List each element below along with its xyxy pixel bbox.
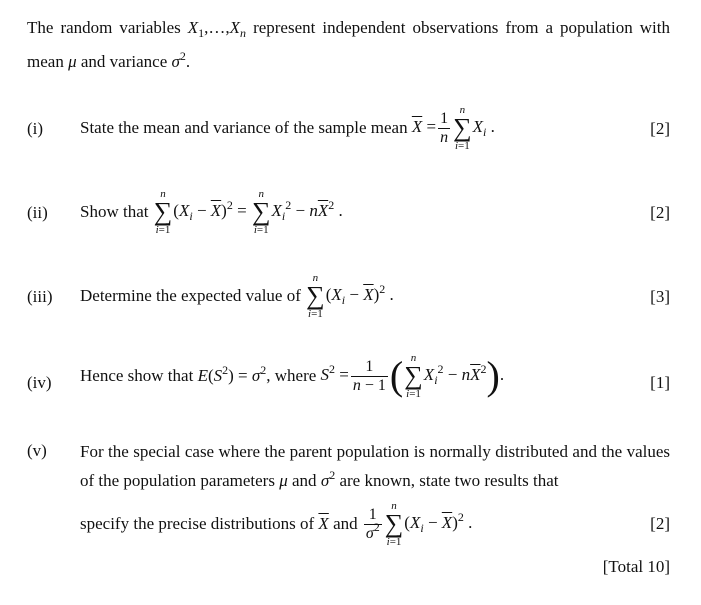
sigma-squared: $\sigma^2$. (171, 49, 191, 71)
intro-variables-math: $X_1,\dots,X_n$ (187, 18, 247, 40)
part-v-text-d: specify the precise distributions of (80, 514, 315, 533)
part-iv-expectation: $E(S^2) = \sigma^2$ (197, 363, 267, 385)
part-v-text-b: and (292, 471, 317, 490)
part-v-text-e: and (333, 514, 358, 533)
part-v-xbar: $\overline{X}$ (318, 514, 329, 533)
part-ii-label: (ii) (27, 203, 48, 222)
part-i-math: $\overline{X}$ = $\frac{1}{n}$ n ∑ i=1 $X_i$ . (411, 104, 495, 152)
part-iii-math: n ∑ i=1 $(X_i - \overline{X})^2$ . (306, 272, 394, 320)
part-v-mu: μ (279, 471, 288, 490)
part-i-marks: [2] (650, 119, 670, 138)
part-iii-label: (iii) (27, 287, 53, 306)
part-v-text-c: are known, state two results that (339, 471, 559, 490)
intro-paragraph (27, 11, 670, 79)
part-iii-body (80, 272, 394, 320)
part-v-sigma-squared: $\sigma^2$ (320, 468, 336, 490)
part-v-marks: [2] (650, 514, 670, 533)
part-iii-marks: [3] (650, 287, 670, 306)
intro-text-c: and variance (80, 52, 168, 71)
part-ii-text: Show that (80, 202, 149, 221)
part-iii-text: Determine the expected value of (80, 286, 301, 305)
intro-text-a: The random variables (27, 18, 181, 37)
part-iv-text-a: Hence show that (80, 366, 194, 385)
part-v-text-a: For the special case where the parent population is normally distributed and the values of the population parameters (80, 442, 670, 490)
part-i-text: State the mean and variance of the sample mean (80, 118, 408, 137)
part-i-body (80, 104, 495, 152)
part-v-math: $\frac{1}{\sigma^2}$ n ∑ i=1 $(X_i - \overline{X})^2$ . (365, 500, 473, 548)
part-ii-math: n ∑ i=1 $(X_i - \overline{X})^2$ = n ∑ i=1 $X_i^2 - n\overline{X}^2$ . (153, 188, 343, 236)
part-ii-body (80, 188, 343, 236)
intro-text-b: represent independent observations from a population with mean (27, 18, 670, 71)
part-i-label: (i) (27, 119, 44, 138)
part-v-line3 (80, 500, 472, 548)
part-iv-label: (iv) (27, 373, 52, 392)
part-iv-marks: [1] (650, 373, 670, 392)
part-ii-marks: [2] (650, 203, 670, 222)
part-iv-s2-def: $S^2$ = $\frac{1}{n - 1}$ ( n ∑ i=1 $X_i^2 - n\overline{X}^2$). (320, 352, 505, 400)
total-marks: [Total 10] (602, 557, 670, 576)
part-v-label: (v) (27, 441, 47, 460)
part-iv-text-b: , where (266, 366, 317, 385)
part-iv-body (80, 352, 504, 400)
part-v-paragraph (80, 437, 670, 495)
mu-symbol: μ (68, 52, 77, 71)
